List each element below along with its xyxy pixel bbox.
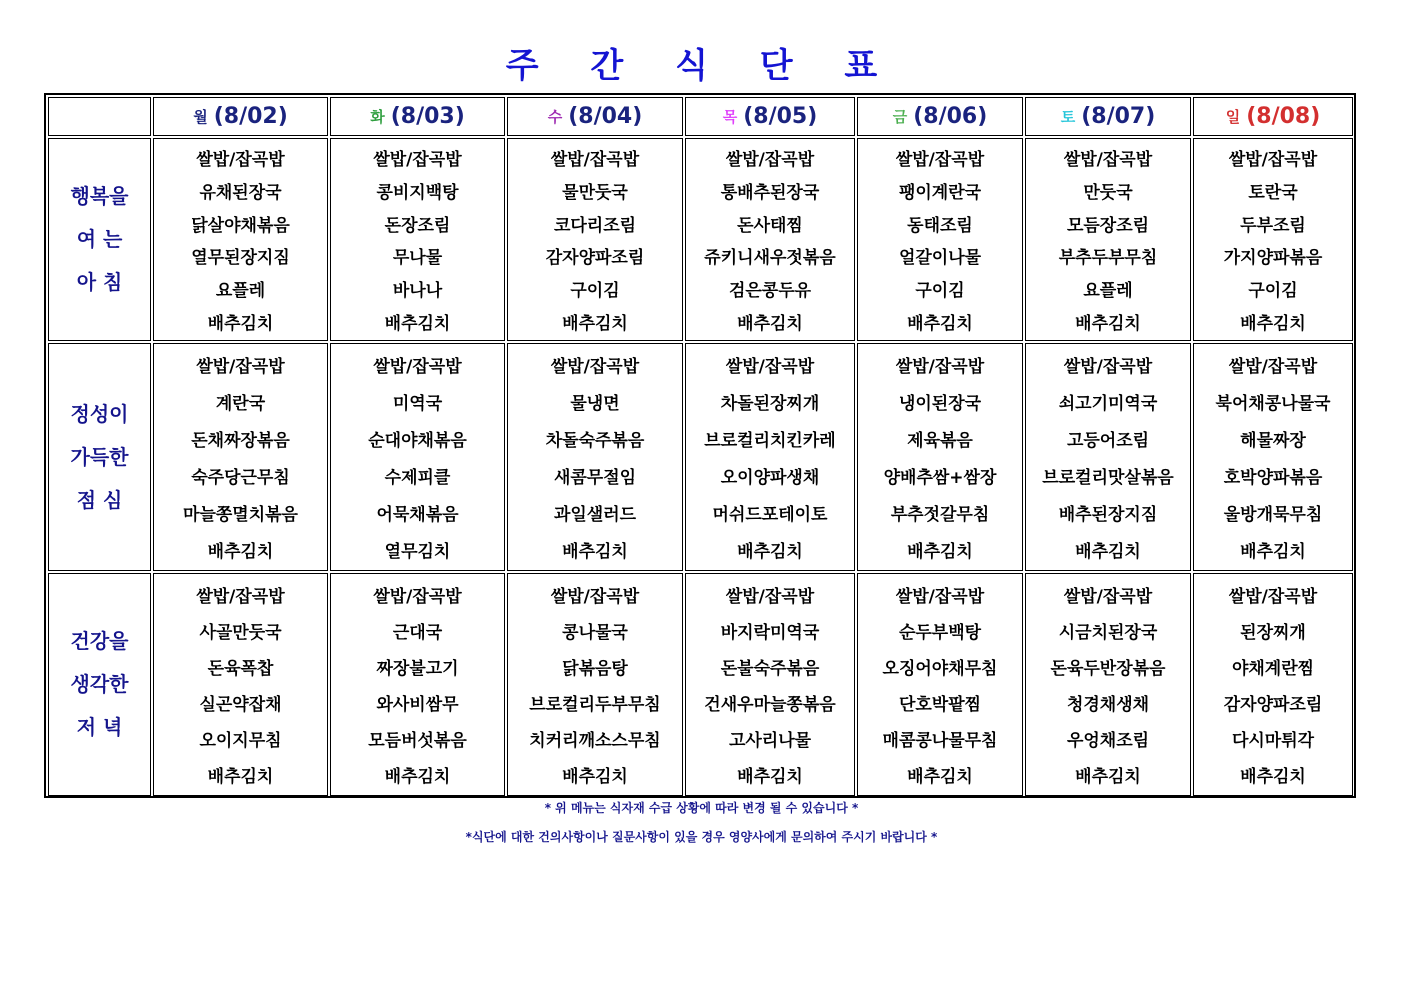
day-date: (8/05)	[743, 104, 818, 129]
menu-item: 코다리조림	[553, 215, 637, 236]
menu-item: 감자양파조림	[545, 248, 645, 269]
meal-label-line: 정성이	[70, 401, 129, 426]
menu-item: 열무김치	[384, 542, 451, 562]
menu-item: 통배추된장국	[720, 182, 820, 203]
menu-item: 요플레	[1083, 281, 1133, 302]
day-date: (8/03)	[390, 104, 465, 129]
menu-item: 배추김치	[1240, 542, 1306, 562]
menu-item: 순두부백탕	[898, 622, 982, 643]
note-change-notice: * 위 메뉴는 식자재 수급 상황에 따라 변경 될 수 있습니다 *	[544, 801, 859, 815]
menu-cell	[507, 343, 683, 571]
menu-item: 쌀밥/잡곡밥	[196, 586, 285, 607]
menu-item: 요플레	[215, 281, 266, 302]
menu-cell	[857, 343, 1023, 571]
day-abbr: 화	[370, 108, 385, 126]
menu-item: 배추김치	[562, 767, 628, 788]
menu-item: 매콤콩나물무침	[882, 731, 998, 752]
menu-item: 구이김	[915, 281, 965, 302]
menu-item: 콩나물국	[562, 622, 628, 643]
menu-item: 배추김치	[1075, 314, 1141, 335]
menu-item: 돈사태찜	[737, 215, 803, 236]
menu-item: 부추두부무침	[1058, 248, 1158, 269]
day-header-0	[153, 97, 328, 136]
menu-cell	[1025, 573, 1191, 796]
menu-item: 고사리나물	[728, 731, 812, 752]
menu-item: 쌀밥/잡곡밥	[1228, 357, 1318, 377]
menu-cell	[507, 138, 683, 341]
menu-item: 물만둣국	[562, 182, 628, 203]
menu-item: 수제피클	[384, 468, 451, 488]
menu-item: 냉이된장국	[898, 394, 982, 414]
menu-item: 쌀밥/잡곡밥	[1228, 149, 1318, 170]
menu-item: 돈육두반장볶음	[1050, 658, 1166, 679]
note-inquiry-notice: *식단에 대한 건의사항이나 질문사항이 있을 경우 영양사에게 문의하여 주시기 바랍니다 *	[465, 830, 938, 844]
menu-item: 돈채짜장볶음	[191, 431, 290, 451]
menu-item: 쌀밥/잡곡밥	[373, 586, 462, 607]
menu-item: 쌀밥/잡곡밥	[196, 357, 285, 377]
menu-item: 건새우마늘쫑볶음	[704, 695, 836, 716]
meal-label-line: 건강을	[70, 629, 129, 653]
meal-label-0	[48, 138, 151, 341]
meal-label-1	[48, 343, 151, 571]
menu-item: 고등어조림	[1066, 431, 1150, 451]
menu-cell	[330, 343, 505, 571]
menu-item: 야채계란찜	[1231, 658, 1315, 679]
menu-cell	[330, 573, 505, 796]
menu-item: 쌀밥/잡곡밥	[1063, 357, 1153, 377]
menu-item: 쥬키니새우젓볶음	[704, 248, 836, 269]
menu-item: 배추김치	[1075, 767, 1141, 788]
meal-label-line: 가득한	[70, 444, 129, 469]
menu-item: 모듬장조림	[1066, 215, 1150, 236]
menu-item: 제육볶음	[907, 431, 973, 451]
menu-item: 배추김치	[562, 542, 628, 562]
menu-item: 시금치된장국	[1058, 622, 1158, 643]
menu-item: 배추김치	[207, 314, 274, 335]
menu-item: 배추김치	[384, 314, 451, 335]
menu-item: 쌀밥/잡곡밥	[1063, 149, 1153, 170]
menu-item: 다시마튀각	[1231, 731, 1315, 752]
menu-cell	[153, 138, 328, 341]
menu-item: 어묵채볶음	[376, 505, 459, 525]
menu-item: 유채된장국	[199, 182, 282, 203]
meal-label-line: 점 심	[76, 487, 123, 512]
menu-item: 과일샐러드	[553, 505, 637, 525]
menu-item: 사골만둣국	[199, 622, 282, 643]
menu-item: 토란국	[1248, 182, 1298, 203]
menu-item: 쌀밥/잡곡밥	[895, 357, 985, 377]
meal-label-line: 저 녁	[76, 715, 123, 739]
menu-item: 배추김치	[737, 767, 803, 788]
day-header-5	[1025, 97, 1191, 136]
menu-item: 물냉면	[570, 394, 620, 414]
day-date: (8/02)	[213, 104, 288, 129]
menu-item: 브로컬리치킨카레	[704, 431, 836, 451]
menu-item: 콩비지백탕	[376, 182, 459, 203]
menu-cell	[1025, 138, 1191, 341]
menu-cell	[857, 573, 1023, 796]
menu-item: 배추김치	[1240, 314, 1306, 335]
menu-cell	[685, 343, 855, 571]
menu-item: 돈장조림	[384, 215, 451, 236]
menu-item: 쌀밥/잡곡밥	[1063, 586, 1153, 607]
menu-cell	[685, 138, 855, 341]
menu-item: 구이김	[570, 281, 620, 302]
menu-item: 배추김치	[562, 314, 628, 335]
header-corner-cell	[48, 97, 151, 136]
meal-label-line: 생각한	[70, 672, 129, 696]
menu-item: 닭살야채볶음	[191, 215, 290, 236]
menu-item: 차돌숙주볶음	[545, 431, 645, 451]
day-abbr: 월	[193, 108, 208, 126]
day-header-2	[507, 97, 683, 136]
menu-cell	[857, 138, 1023, 341]
menu-item: 배추김치	[207, 767, 274, 788]
menu-item: 쌀밥/잡곡밥	[373, 357, 462, 377]
menu-cell	[1193, 573, 1353, 796]
menu-item: 쌀밥/잡곡밥	[550, 149, 640, 170]
menu-item: 배추김치	[1075, 542, 1141, 562]
menu-cell	[153, 573, 328, 796]
menu-item: 바지락미역국	[720, 622, 820, 643]
menu-item: 청경채생채	[1066, 695, 1150, 716]
menu-item: 머쉬드포테이토	[712, 505, 828, 525]
menu-cell	[1025, 343, 1191, 571]
menu-item: 배추김치	[907, 314, 973, 335]
menu-item: 쌀밥/잡곡밥	[895, 149, 985, 170]
menu-item: 만둣국	[1083, 182, 1133, 203]
menu-item: 브로컬리맛살볶음	[1042, 468, 1174, 488]
menu-item: 배추김치	[384, 767, 451, 788]
menu-item: 쌀밥/잡곡밥	[725, 357, 815, 377]
day-date: (8/07)	[1081, 104, 1156, 129]
meal-label-line: 여 는	[76, 227, 123, 251]
menu-item: 짜장불고기	[376, 658, 459, 679]
menu-item: 쌀밥/잡곡밥	[196, 149, 285, 170]
menu-item: 쌀밥/잡곡밥	[373, 149, 462, 170]
menu-item: 미역국	[392, 394, 443, 414]
day-abbr: 목	[722, 108, 738, 126]
menu-item: 오이지무침	[199, 731, 282, 752]
day-abbr: 금	[892, 108, 908, 126]
menu-item: 와사비쌈무	[376, 695, 459, 716]
menu-item: 쌀밥/잡곡밥	[550, 586, 640, 607]
menu-item: 구이김	[1248, 281, 1298, 302]
menu-cell	[330, 138, 505, 341]
menu-item: 치커리깨소스무침	[529, 731, 661, 752]
menu-item: 해물짜장	[1240, 431, 1306, 451]
menu-item: 오이양파생채	[720, 468, 820, 488]
menu-item: 숙주당근무침	[191, 468, 290, 488]
menu-cell	[153, 343, 328, 571]
menu-item: 부추젓갈무침	[890, 505, 990, 525]
menu-item: 배추김치	[207, 542, 274, 562]
menu-item: 쌀밥/잡곡밥	[1228, 586, 1318, 607]
menu-item: 쇠고기미역국	[1058, 394, 1158, 414]
menu-item: 쌀밥/잡곡밥	[895, 586, 985, 607]
day-abbr: 토	[1060, 108, 1076, 126]
menu-item: 새콤무절임	[553, 468, 637, 488]
menu-item: 계란국	[215, 394, 266, 414]
menu-item: 배추김치	[907, 767, 973, 788]
menu-cell	[507, 573, 683, 796]
meal-label-line: 아 침	[76, 270, 123, 294]
day-header-4	[857, 97, 1023, 136]
day-header-6	[1193, 97, 1353, 136]
menu-item: 쌀밥/잡곡밥	[725, 149, 815, 170]
meal-label-line: 행복을	[70, 184, 129, 208]
menu-item: 검은콩두유	[728, 281, 812, 302]
menu-item: 팽이계란국	[898, 182, 982, 203]
menu-item: 울방개묵무침	[1223, 505, 1323, 525]
menu-item: 브로컬리두부무침	[529, 695, 661, 716]
menu-item: 바나나	[392, 281, 443, 302]
menu-cell	[1193, 343, 1353, 571]
menu-item: 배추김치	[907, 542, 973, 562]
menu-item: 쌀밥/잡곡밥	[550, 357, 640, 377]
menu-item: 열무된장지짐	[191, 248, 290, 269]
day-abbr: 수	[547, 108, 563, 126]
menu-cell	[1193, 138, 1353, 341]
menu-item: 얼갈이나물	[898, 248, 982, 269]
menu-item: 배추김치	[737, 314, 803, 335]
menu-item: 배추김치	[737, 542, 803, 562]
weekly-menu-table	[44, 93, 1356, 798]
day-date: (8/04)	[568, 104, 643, 129]
menu-item: 감자양파조림	[1223, 695, 1323, 716]
menu-cell	[685, 573, 855, 796]
menu-item: 양배추쌈+쌈장	[883, 468, 997, 488]
day-date: (8/06)	[913, 104, 988, 129]
day-header-3	[685, 97, 855, 136]
menu-item: 차돌된장찌개	[720, 394, 820, 414]
day-header-1	[330, 97, 505, 136]
meal-label-2	[48, 573, 151, 796]
menu-item: 호박양파볶음	[1223, 468, 1323, 488]
day-date: (8/08)	[1246, 104, 1321, 129]
menu-item: 두부조림	[1240, 215, 1306, 236]
menu-item: 가지양파볶음	[1223, 248, 1323, 269]
menu-item: 단호박팥찜	[898, 695, 982, 716]
page-title: 주 간 식 단 표	[505, 46, 898, 86]
menu-item: 무나물	[392, 248, 443, 269]
menu-item: 돈불숙주볶음	[720, 658, 820, 679]
day-abbr: 일	[1225, 108, 1241, 126]
menu-item: 배추된장지짐	[1058, 505, 1158, 525]
menu-item: 우엉채조림	[1066, 731, 1150, 752]
menu-item: 배추김치	[1240, 767, 1306, 788]
menu-item: 된장찌개	[1240, 622, 1306, 643]
menu-item: 동태조림	[907, 215, 973, 236]
menu-item: 돈육폭찹	[207, 658, 274, 679]
menu-item: 모듬버섯볶음	[368, 731, 467, 752]
menu-item: 닭볶음탕	[562, 658, 628, 679]
menu-item: 쌀밥/잡곡밥	[725, 586, 815, 607]
menu-item: 실곤약잡채	[199, 695, 282, 716]
menu-item: 마늘쫑멸치볶음	[183, 505, 298, 525]
menu-item: 근대국	[392, 622, 443, 643]
menu-item: 오징어야채무침	[882, 658, 998, 679]
menu-item: 순대야채볶음	[368, 431, 467, 451]
menu-item: 북어채콩나물국	[1215, 394, 1331, 414]
